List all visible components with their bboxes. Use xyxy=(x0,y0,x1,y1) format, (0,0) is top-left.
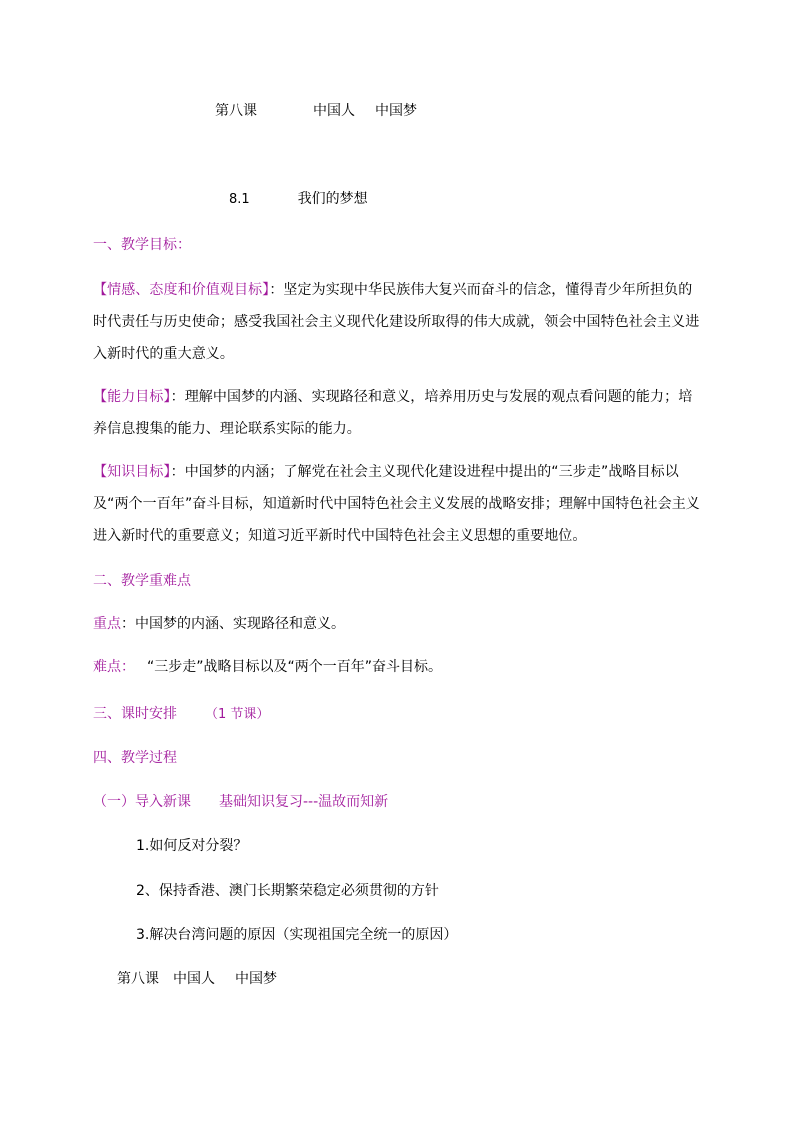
schedule-value: （1 节课） xyxy=(205,707,270,722)
goals-heading: 一、教学目标： xyxy=(93,237,191,253)
question-item: 3.解决台湾问题的原因（实现祖国完全统一的原因） xyxy=(136,927,458,943)
section-title xyxy=(229,189,368,210)
lesson-title xyxy=(215,101,417,121)
section-name: 我们的梦想 xyxy=(297,191,368,207)
difficulty-label: 难点： xyxy=(93,659,135,675)
step1-title: 基础知识复习---温故而知新 xyxy=(219,794,389,810)
lesson-number: 第八课 xyxy=(215,103,257,119)
process-heading: 四、教学过程 xyxy=(93,750,177,766)
question-item: 2、保持香港、澳门长期繁荣稳定必须贯彻的方针 xyxy=(136,883,439,899)
focus-line xyxy=(93,614,345,634)
emotion-goal-paragraph xyxy=(93,274,705,370)
question-item: 1.如何反对分裂？ xyxy=(136,838,248,854)
focus-text: ：中国梦的内涵、实现路径和意义。 xyxy=(121,616,345,632)
lesson-footer-line xyxy=(117,969,277,989)
key-points-heading: 二、教学重难点 xyxy=(93,573,191,589)
difficulty-text: “三步走”战略目标以及“两个一百年”奋斗目标。 xyxy=(147,659,443,675)
difficulty-line xyxy=(93,657,442,677)
emotion-goal-label: 【情感、态度和价值观目标】 xyxy=(93,282,270,298)
emotion-goal-text: ：坚定为实现中华民族伟大复兴而奋斗的信念，懂得青少年所担负的时代责任与历史使命；感受我国社会主义现代化建设所取得的伟大成就，领会中国特色社会主义进入新时代的重大意义。 xyxy=(93,282,700,362)
knowledge-goal-paragraph xyxy=(93,456,705,552)
ability-goal-label: 【能力目标】 xyxy=(93,389,171,405)
focus-label: 重点 xyxy=(93,616,121,632)
knowledge-goal-text: ：中国梦的内涵；了解党在社会主义现代化建设进程中提出的“三步走”战略目标以及“两个一百年”奋斗目标，知道新时代中国特色社会主义发展的战略安排；理解中国特色社会主义进入新时代的重要意义；知道习近平新时代中国特色社会主义思想的重要地位。 xyxy=(93,464,700,544)
lesson-title-part1: 中国人 xyxy=(313,103,355,119)
footer-lesson-number: 第八课 xyxy=(117,971,159,987)
ability-goal-text: ：理解中国梦的内涵、实现路径和意义，培养用历史与发展的观点看问题的能力；培养信息搜集的能力、理论联系实际的能力。 xyxy=(93,389,693,437)
knowledge-goal-label: 【知识目标】 xyxy=(93,464,171,480)
footer-part2: 中国梦 xyxy=(235,971,277,987)
schedule-heading: 三、课时安排 xyxy=(93,706,177,722)
lesson-title-part2: 中国梦 xyxy=(375,103,417,119)
schedule-line xyxy=(93,704,269,725)
step1-line xyxy=(93,792,388,812)
footer-part1: 中国人 xyxy=(173,971,215,987)
ability-goal-paragraph xyxy=(93,381,705,445)
step1-label: （一）导入新课 xyxy=(93,794,191,810)
section-number: 8.1 xyxy=(229,192,250,207)
